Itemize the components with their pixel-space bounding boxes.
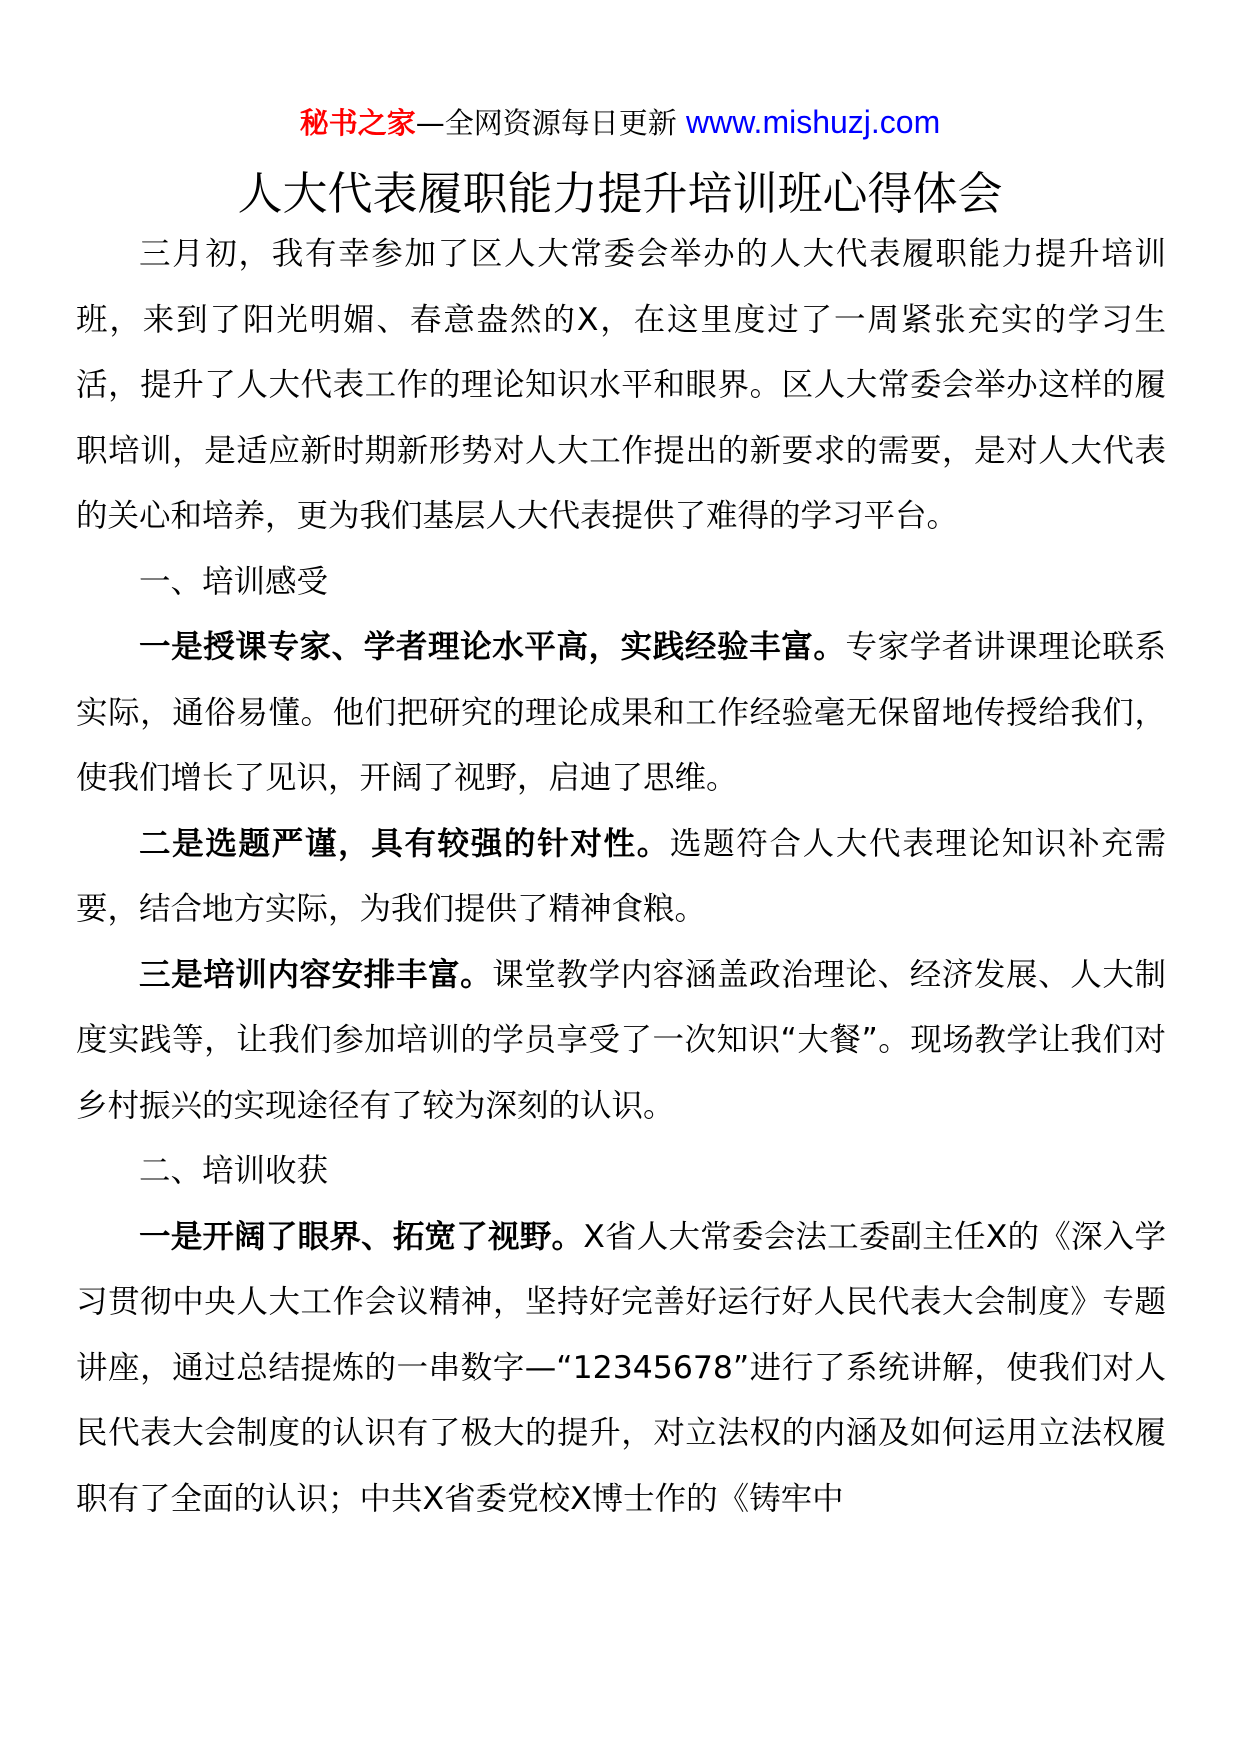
document-title: 人大代表履职能力提升培训班心得体会 xyxy=(237,167,1003,220)
gain-paragraph-1 xyxy=(76,1205,1166,1533)
paragraph-text: 选题符合人大代表理论知识补充需要，结合地方实际，为我们提供了精神食粮。 xyxy=(76,825,1166,927)
intro-paragraph: 三月初，我有幸参加了区人大常委会举办的人大代表履职能力提升培训班，来到了阳光明媚、春意盎然的X，在这里度过了一周紧张充实的学习生活，提升了人大代表工作的理论知识水平和眼界。区人大常委会举办这样的履职培训，是适应新时期新形势对人大工作提出的新要求的需要，是对人大代表的关心和培养，更为我们基层人大代表提供了难得的学习平台。 xyxy=(76,236,1166,534)
header-tagline: —全网资源每日更新 xyxy=(415,106,677,140)
paragraph-lead: 三是培训内容安排丰富。 xyxy=(139,956,493,993)
feeling-paragraph-2 xyxy=(76,812,1166,943)
paragraph-text: X省人大常委会法工委副主任X的《深入学习贯彻中央人大工作会议精神，坚持好完善好运行好人民代表大会制度》专题讲座，通过总结提炼的一串数字—“12345678”进行了系统讲解，使我们对人民代表大会制度的认识有了极大的提升，对立法权的内涵及如何运用立法权履职有了全面的认识；中共X省委党校X博士作的《铸牢中 xyxy=(76,1218,1166,1517)
feeling-paragraph-3 xyxy=(76,943,1166,1140)
feeling-paragraph-1 xyxy=(76,615,1166,812)
brand-name: 秘书之家 xyxy=(299,106,416,140)
paragraph-lead: 二是选题严谨，具有较强的针对性。 xyxy=(139,825,670,862)
paragraph-text: 课堂教学内容涵盖政治理论、经济发展、人大制度实践等，让我们参加培训的学员享受了一次知识“大餐”。现场教学让我们对乡村振兴的实现途径有了较为深刻的认识。 xyxy=(76,956,1166,1124)
site-header xyxy=(0,100,1240,145)
paragraph-lead: 一是授课专家、学者理论水平高，实践经验丰富。 xyxy=(139,629,846,665)
site-url-link[interactable]: www.mishuzj.com xyxy=(685,104,941,140)
section-heading-gains: 二、培训收获 xyxy=(139,1153,329,1189)
section-heading-feelings: 一、培训感受 xyxy=(139,563,329,600)
paragraph-text: 专家学者讲课理论联系实际，通俗易懂。他们把研究的理论成果和工作经验毫无保留地传授给我们，使我们增长了见识，开阔了视野，启迪了思维。 xyxy=(76,629,1166,796)
paragraph-lead: 一是开阔了眼界、拓宽了视野。 xyxy=(139,1218,584,1255)
document-body xyxy=(76,222,1166,1532)
